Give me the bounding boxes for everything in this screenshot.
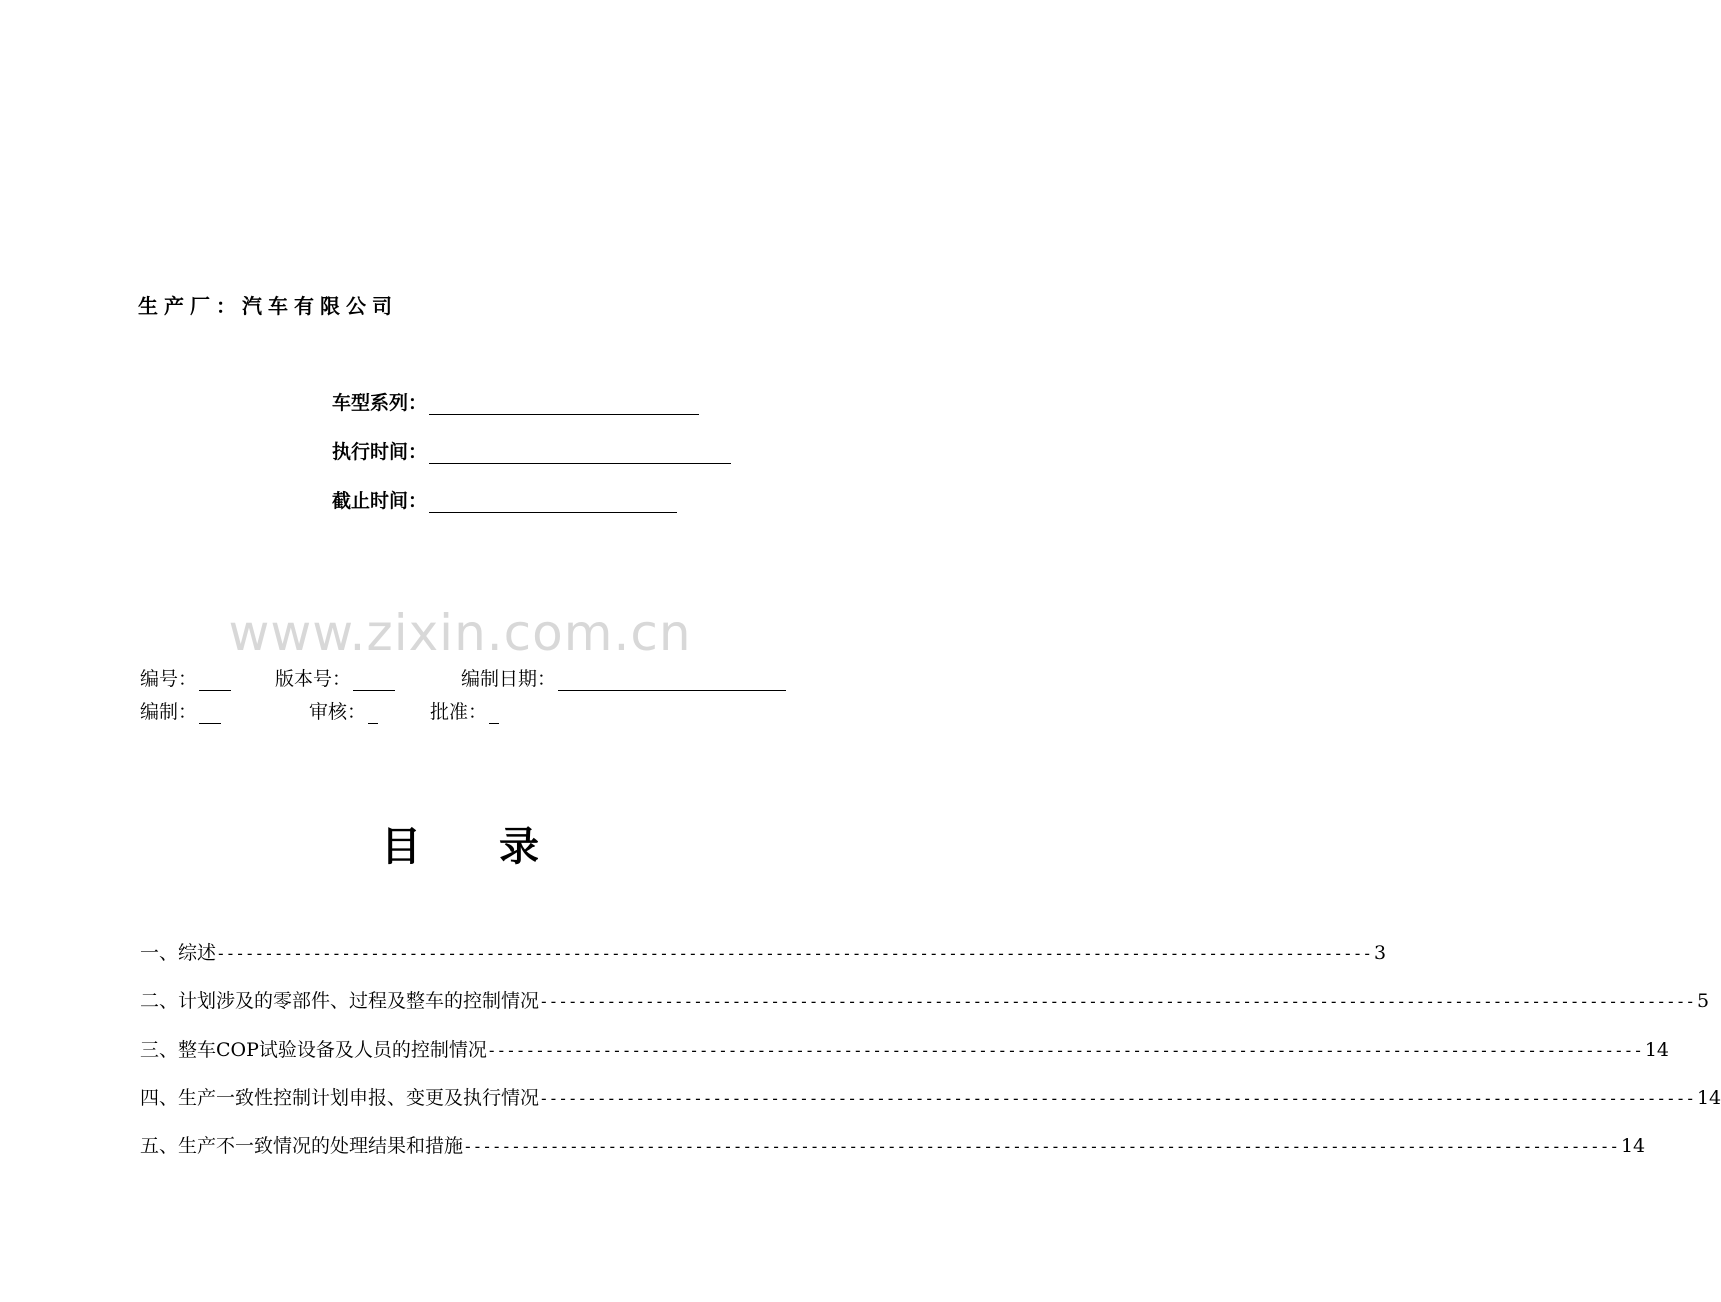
toc-item-label: 四、生产一致性控制计划申报、变更及执行情况	[140, 1087, 540, 1109]
execution-time-blank	[429, 443, 731, 464]
toc-item[interactable]	[140, 1131, 1646, 1158]
meta-row-2	[140, 697, 499, 724]
watermark: www.zixin.com.cn	[228, 604, 692, 662]
toc-title	[0, 815, 920, 872]
toc-title-left: 目	[381, 824, 421, 870]
toc-item-label: 三、整车COP试验设备及人员的控制情况	[140, 1039, 487, 1061]
toc-item-label: 五、生产不一致情况的处理结果和措施	[140, 1135, 464, 1157]
reviewer-blank	[368, 705, 378, 724]
toc-item[interactable]	[140, 986, 1710, 1013]
number-blank	[199, 672, 231, 691]
toc-item-leader: ------------------------------------------------------------------------------------------------------------------------	[539, 1089, 1695, 1108]
manufacturer-line: 生产厂：汽车有限公司	[138, 294, 398, 318]
toc-item-page: 14	[1620, 1135, 1646, 1157]
vehicle-series-blank	[429, 394, 699, 415]
toc-item-leader: ------------------------------------------------------------------------------------------------------------------------	[216, 944, 1372, 963]
number-label: 编号：	[140, 668, 198, 690]
toc-item-label: 二、计划涉及的零部件、过程及整车的控制情况	[140, 990, 540, 1012]
toc-item-page: 14	[1644, 1039, 1670, 1061]
approver-label: 批准：	[430, 701, 488, 723]
version-blank	[353, 672, 395, 691]
compiler-label: 编制：	[140, 701, 198, 723]
execution-time-field	[332, 437, 731, 464]
meta-row-1	[140, 664, 786, 691]
version-label: 版本号：	[275, 668, 352, 690]
compile-date-blank	[558, 672, 786, 691]
deadline-label: 截止时间：	[332, 490, 428, 512]
approver-blank	[489, 705, 499, 724]
toc-item-leader: ------------------------------------------------------------------------------------------------------------------------	[486, 1041, 1643, 1060]
toc-item[interactable]	[140, 938, 1387, 965]
reviewer-label: 审核：	[309, 701, 367, 723]
vehicle-series-label: 车型系列：	[332, 392, 428, 414]
toc-item[interactable]	[140, 1083, 1721, 1110]
toc-item-label: 一、综述	[140, 942, 217, 964]
deadline-blank	[429, 492, 677, 513]
deadline-field	[332, 486, 677, 513]
toc-item-page: 3	[1373, 942, 1387, 964]
toc-title-right: 录	[499, 824, 539, 870]
toc-item-page: 5	[1696, 990, 1710, 1012]
toc-item-leader: ------------------------------------------------------------------------------------------------------------------------	[539, 992, 1695, 1011]
execution-time-label: 执行时间：	[332, 441, 428, 463]
toc-item[interactable]	[140, 1035, 1670, 1062]
vehicle-series-field	[332, 388, 699, 415]
compile-date-label: 编制日期：	[461, 668, 557, 690]
toc-item-page: 14	[1696, 1087, 1721, 1109]
compiler-blank	[199, 705, 221, 724]
toc-item-leader: ------------------------------------------------------------------------------------------------------------------------	[463, 1137, 1619, 1156]
